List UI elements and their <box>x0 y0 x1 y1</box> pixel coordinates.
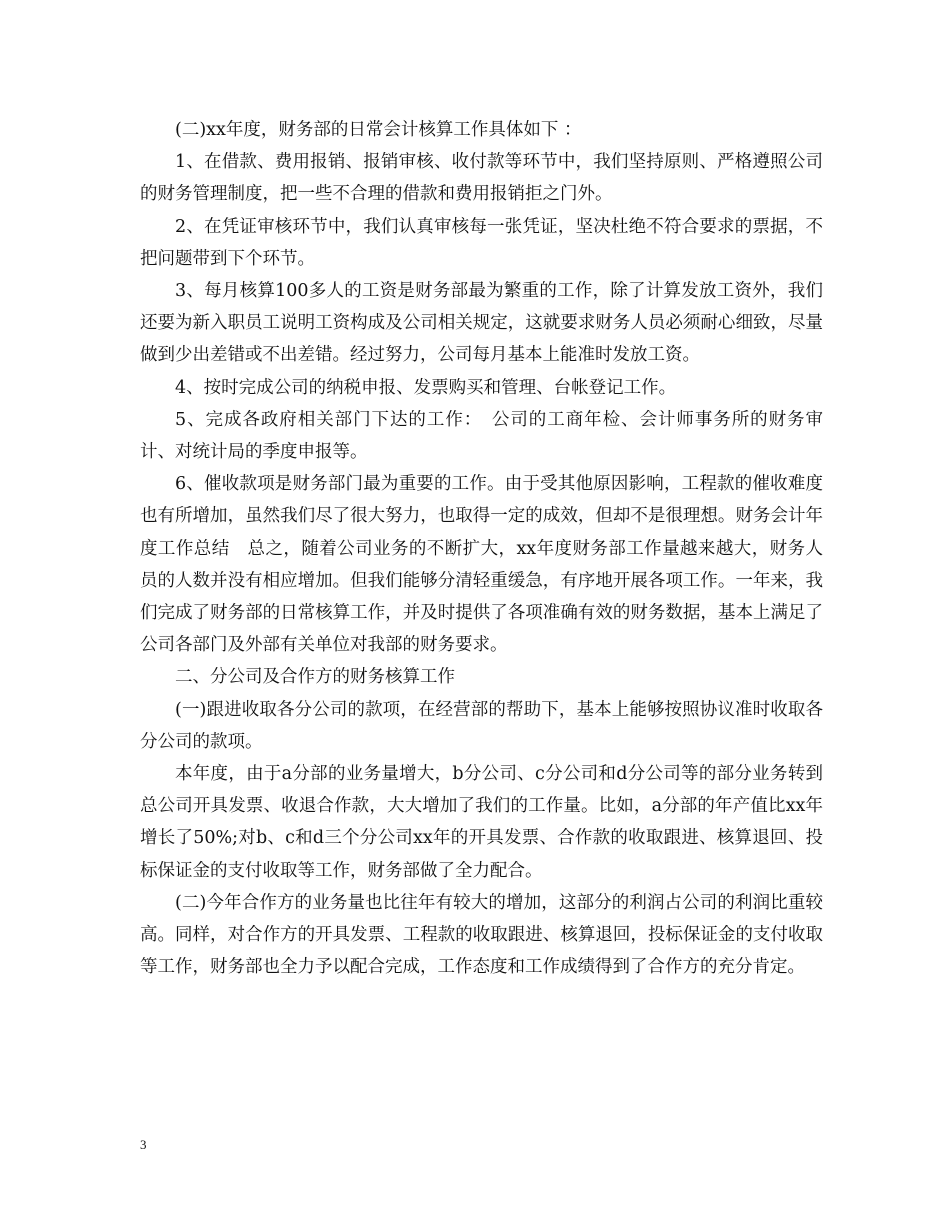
paragraph-item-2: 2、在凭证审核环节中，我们认真审核每一张凭证，坚决杜绝不符合要求的票据，不把问题带到下个环节。 <box>140 216 823 269</box>
paragraph-item-6: 6、催收款项是财务部门最为重要的工作。由于受其他原因影响，工程款的催收难度也有所增加，虽然我们尽了很大努力，也取得一定的成效，但却不是很理想。财务会计年度工作总结 总之，随着公司业务的不断扩大，xx年度财务部工作量越来越大，财务人员的人数并没有相应增加。但我们能够分清轻重缓急，有序地开展各项工作。一年来，我们完成了财务部的日常核算工作，并及时提供了各项准确有效的财务数据，基本上满足了公司各部门及外部有关单位对我部的财务要求。 <box>140 474 823 656</box>
paragraph-item-3: 3、每月核算100多人的工资是财务部最为繁重的工作，除了计算发放工资外，我们还要为新入职员工说明工资构成及公司相关规定，这就要求财务人员必须耐心细致，尽量做到少出差错或不出差错。经过努力，公司每月基本上能准时发放工资。 <box>140 281 823 366</box>
document-body <box>140 114 823 983</box>
paragraph-daily-accounting-heading: (二)xx年度，财务部的日常会计核算工作具体如下 ： <box>175 120 582 140</box>
paragraph-item-4: 4、按时完成公司的纳税申报、发票购买和管理、台帐登记工作。 <box>175 377 677 398</box>
paragraph-partner-business: (二)今年合作方的业务量也比往年有较大的增加，这部分的利润占公司的利润比重较高。同样，对合作方的开具发票、工程款的收取跟进、核算退回，投标保证金的支付收取等工作，财务部也全力予以配合完成，工作态度和工作成绩得到了合作方的充分肯定。 <box>140 892 823 978</box>
section-heading-branch-accounting: 二、分公司及合作方的财务核算工作 <box>175 667 455 688</box>
paragraph-item-1: 1、在借款、费用报销、报销审核、收付款等环节中，我们坚持原则、严格遵照公司的财务管理制度，把一些不合理的借款和费用报销拒之门外。 <box>140 152 823 205</box>
paragraph-branch-collection: (一)跟进收取各分公司的款项，在经营部的帮助下，基本上能够按照协议准时收取各分公司的款项。 <box>140 699 823 752</box>
paragraph-item-5: 5、完成各政府相关部门下达的工作： 公司的工商年检、会计师事务所的财务审计、对统计局的季度申报等。 <box>140 409 823 463</box>
paragraph-annual-workload: 本年度，由于a分部的业务量增大，b分公司、c分公司和d分公司等的部分业务转到总公司开具发票、收退合作款，大大增加了我们的工作量。比如，a分部的年产值比xx年增长了50%;对b、c和d三个分公司xx年的开具发票、合作款的收取跟进、核算退回、投标保证金的支付收取等工作，财务部做了全力配合。 <box>140 764 823 881</box>
page-number: 3 <box>140 1137 147 1152</box>
